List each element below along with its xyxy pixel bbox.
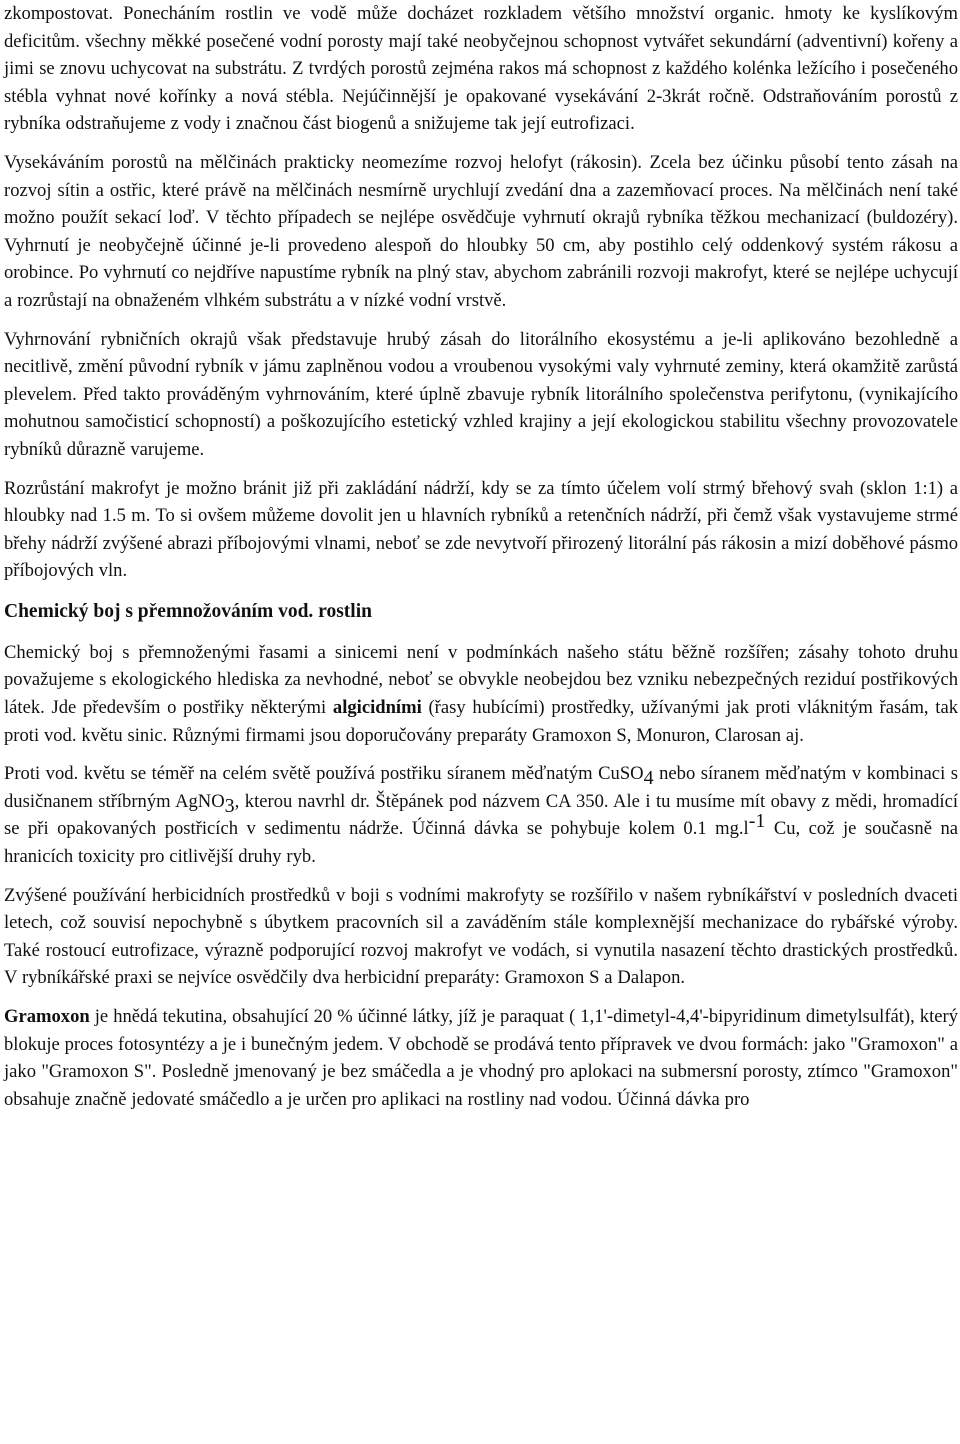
paragraph-herbicides: Zvýšené používání herbicidních prostředků v boji s vodními makrofyty se rozšířilo v našem rybníkářství v posledních dvaceti letech, což souvisí nepochybně s úbytkem pracovních sil a zaváděním stále komplexnější mechanizace do rybářské výroby. Také rostoucí eutrofizace, výrazně podporující rozvoj makrofyt ve vodách, si vynutila nasazení těchto drastických prostředků. V rybníkářské praxi se nejvíce osvědčily dva herbicidní preparáty: Gramoxon S a Dalapon. [4, 884, 958, 989]
text-run: Proti vod. květu se téměř na celém světě používá postřiku síranem měďnatým CuSO [4, 763, 644, 785]
superscript: -1 [748, 810, 766, 833]
bold-term: algicidními [332, 697, 422, 719]
text-run: nebo síranem měďnatým v kombinaci s dusičnanem stříbrným AgNO [4, 763, 958, 812]
text-run: Cu, což je současně na hranicích toxicity pro citlivější druhy ryb. [4, 818, 958, 868]
bold-term: Gramoxon [4, 1006, 90, 1027]
paragraph-mowing: zkompostovat. Ponecháním rostlin ve vodě může docházet rozkladem většího množství organic. hmoty ke kyslíkovým deficitům. všechny měkké posečené vodní porosty mají také neobyčejnou schopnost vytvářet sekundární (adventivní) kořeny a jimi se znovu uchycovat na substrátu. Z tvrdých porostů zejména rakos má schopnost z každého kolénka ležícího i posečeného stébla vyhnat nové kořínky a nová stébla. Nejúčinnější je opakované vysekávání 2-3krát ročně. Odstraňováním porostů z rybníka odstraňujeme z vody i značnou část biogenů a snižujeme tak její eutrofizaci. [4, 3, 958, 135]
subscript: 3 [224, 794, 235, 817]
paragraph-edge-removal: Vyhrnování rybničních okrajů však představuje hrubý zásah do litorálního ekosystému a je-li aplikováno bezohledně a necitlivě, změní původní rybník v jámu zaplněnou vodou a vroubenou vysokými valy vyhrnuté zeminy, která okamžitě zarůstá plevelem. Před takto prováděným vyhrnováním, které úplně zbavuje rybník litorálního společenstva perifytonu, (vynikajícího mohutnou samočisticí schopností) a poškozujícího estetický vzhled krajiny a její ekologickou stabilitu všechny provozovatele rybníků důrazně varujeme. [4, 328, 958, 460]
text-run: (řasy hubícími) prostředky, užívanými jak proti vláknitým řasám, tak proti vod. květu sinic. Různými firmami jsou doporučovány preparáty Gramoxon S, Monuron, Clarosan aj. [4, 697, 959, 746]
paragraph-gramoxon [4, 1003, 958, 1113]
subscript: 4 [643, 767, 654, 790]
paragraph-shallows: Vysekáváním porostů na mělčinách prakticky neomezíme rozvoj helofyt (rákosin). Zcela bez účinku působí tento zásah na rozvoj sítin a ostřic, které právě na mělčinách nesmírně urychlují zvedání dna a zazemňovací proces. Na mělčinách není také možno použít sekací loď. V těchto případech se nejlépe osvědčuje vyhrnutí okrajů rybníka těžkou mechanizací (buldozéry). Vyhrnutí je neobyčejně účinné je-li provedeno alespoň do hloubky 50 cm, aby postihlo celý oddenkový systém rákosu a orobince. Po vyhrnutí co nejdříve napustíme rybník na plný stav, abychom zabránili rozvoji makrofyt, které se nejlépe uchycují a rozrůstají na obnaženém vlhkém substrátu a v nízké vodní vrstvě. [4, 151, 958, 311]
text-run: , kterou navrhl dr. Štěpánek pod názvem CA 350. Ale i tu musíme mít obavy z mědi, hromadící se při opakovaných postřicích v sedimentu nádrže. Účinná dávka se pohybuje kolem 0.1 mg.l [4, 790, 958, 840]
text-run: Chemický boj s přemnoženými řasami a sinicemi není v podmínkách našeho státu běžně rozšířen; zásahy tohoto druhu považujeme s ekologického hlediska za nevhodné, neboť se obvykle neobejdou bez vzniku nebezpečných reziduí postřikových látek. Jde především o postřiky některými [4, 641, 958, 719]
section-heading: Chemický boj s přemnožováním vod. rostlin [4, 600, 372, 622]
text-run: je hnědá tekutina, obsahující 20 % účinné látky, jíž je paraquat ( 1,1'-dimetyl-4,4'-bipyridinum dimetylsulfát), který blokuje proces fotosyntézy a je i bunečným jedem. V obchodě se prodává tento přípravek ve dvou formách: jako "Gramoxon" a jako "Gramoxon S". Posledně jmenovaný je bez smáčedla a je vhodný pro aplokaci na submersní porosty, ztímco "Gramoxon" obsahuje značně jedovaté smáčedlo a je určen pro aplikaci na rostliny nad vodou. Účinná dávka pro [4, 1006, 958, 1110]
paragraph-copper-sulfate [4, 760, 958, 870]
paragraph-chemical-control [4, 639, 958, 749]
paragraph-steep-banks: Rozrůstání makrofyt je možno bránit již při zakládání nádrží, kdy se za tímto účelem volí strmý břehový svah (sklon 1:1) a hloubky nad 1.5 m. To si ovšem můžeme dovolit jen u hlavních rybníků a retenčních nádrží, při čemž však vystavujeme strmé břehy nádrží zvýšené abrazi příbojovými vlnami, neboť se zde nevytvoří přirozený litorální pás rákosin a mizí doběhové pásmo příbojových vln. [4, 477, 958, 582]
